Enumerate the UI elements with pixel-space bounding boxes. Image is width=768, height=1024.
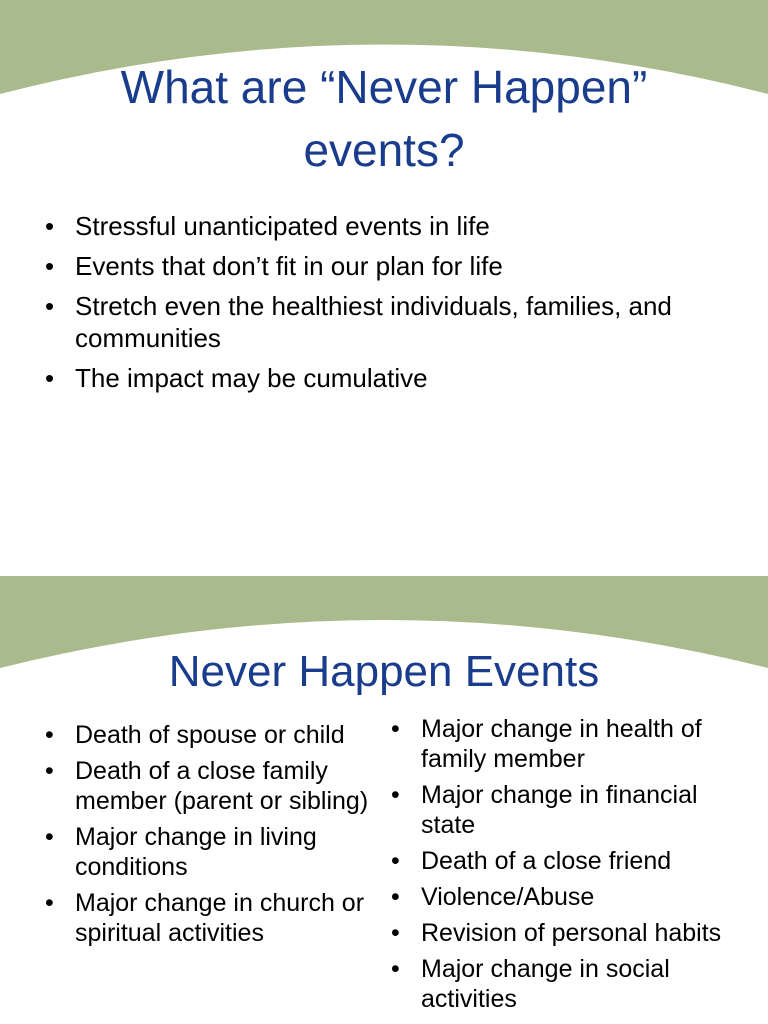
bullet-dot-icon: • bbox=[45, 889, 54, 917]
bullet-text: Major change in church or spiritual activities bbox=[75, 889, 365, 947]
bullet-dot-icon: • bbox=[45, 721, 54, 749]
slide1-title bbox=[0, 56, 768, 182]
bullet-text: Death of spouse or child bbox=[75, 721, 345, 749]
bullet-text: Death of a close friend bbox=[421, 847, 672, 875]
bullet-dot-icon: • bbox=[391, 781, 400, 809]
bullet-text: Violence/Abuse bbox=[421, 883, 595, 911]
bullet-dot-icon: • bbox=[45, 823, 54, 851]
slide1-title-line2: events? bbox=[303, 124, 465, 176]
bullet-text: Major change in financial state bbox=[421, 781, 698, 839]
bullet-dot-icon: • bbox=[391, 919, 400, 947]
bullet-text: Death of a close family member (parent or sibling) bbox=[75, 757, 369, 815]
bullet-item bbox=[45, 822, 375, 882]
bullet-dot-icon: • bbox=[391, 955, 400, 983]
bullet-text: Major change in social activities bbox=[421, 955, 670, 1013]
bullet-item bbox=[391, 846, 741, 876]
bullet-dot-icon: • bbox=[45, 291, 55, 321]
bullet-dot-icon: • bbox=[45, 211, 55, 241]
bullet-text: Major change in living conditions bbox=[75, 823, 317, 881]
bullet-item bbox=[45, 250, 735, 282]
bullet-dot-icon: • bbox=[391, 715, 400, 743]
bullet-item bbox=[391, 918, 741, 948]
bullet-item bbox=[45, 720, 375, 750]
bullet-text: Stretch even the healthiest individuals, families, and communities bbox=[75, 291, 672, 353]
slide1-bullet-list bbox=[45, 210, 735, 402]
bullet-item bbox=[391, 780, 741, 840]
bullet-item bbox=[45, 210, 735, 242]
bullet-item bbox=[45, 756, 375, 816]
slide-never-happen-events bbox=[0, 576, 768, 1024]
bullet-item bbox=[391, 954, 741, 1014]
bullet-text: Stressful unanticipated events in life bbox=[75, 211, 490, 241]
bullet-dot-icon: • bbox=[45, 363, 55, 393]
bullet-dot-icon: • bbox=[45, 251, 55, 281]
bullet-text: The impact may be cumulative bbox=[75, 363, 428, 393]
bullet-item bbox=[391, 714, 741, 774]
right-bullet-column bbox=[391, 714, 741, 1020]
bullet-text: Major change in health of family member bbox=[421, 715, 702, 773]
bullet-text: Events that don’t fit in our plan for life bbox=[75, 251, 503, 281]
bullet-item bbox=[391, 882, 741, 912]
bullet-item bbox=[45, 290, 735, 354]
slide1-title-line1: What are “Never Happen” bbox=[120, 61, 648, 113]
bullet-dot-icon: • bbox=[45, 757, 54, 785]
bullet-item bbox=[45, 888, 375, 948]
bullet-dot-icon: • bbox=[391, 847, 400, 875]
left-bullet-column bbox=[45, 720, 375, 954]
bullet-item bbox=[45, 362, 735, 394]
bullet-dot-icon: • bbox=[391, 883, 400, 911]
slide2-title: Never Happen Events bbox=[168, 647, 600, 696]
bullet-text: Revision of personal habits bbox=[421, 919, 722, 947]
